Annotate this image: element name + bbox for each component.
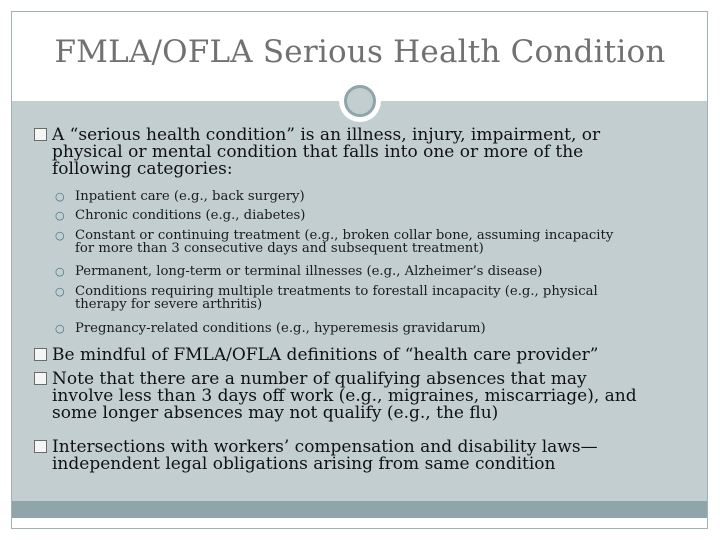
sub-bullet-item-1 <box>55 189 688 204</box>
sub-bullet-6-line-1: Pregnancy-related conditions (e.g., hyperemesis gravidarum) <box>75 321 486 336</box>
sub-bullet-4-line-1: Permanent, long-term or terminal illnesses (e.g., Alzheimer’s disease) <box>75 264 543 279</box>
sub-bullet-5-line-2: therapy for severe arthritis) <box>75 297 263 312</box>
bullet-item-4 <box>34 439 694 473</box>
sub-bullet-item-2 <box>55 208 688 223</box>
sub-bullet-5-line-1: Conditions requiring multiple treatments to forestall incapacity (e.g., physical <box>75 284 598 299</box>
square-bullet-icon <box>34 128 47 141</box>
bullet-3-line-3: some longer absences may not qualify (e.g., the flu) <box>52 403 499 423</box>
hollow-circle-bullet-icon: ○ <box>55 285 65 298</box>
sub-bullet-item-5 <box>55 284 688 312</box>
square-bullet-icon <box>34 440 47 453</box>
bullet-1-line-3: following categories: <box>52 159 233 179</box>
hollow-circle-bullet-icon: ○ <box>55 209 65 222</box>
square-bullet-icon <box>34 348 47 361</box>
bullet-item-1 <box>34 127 694 178</box>
hollow-circle-bullet-icon: ○ <box>55 322 65 335</box>
bullet-item-2 <box>34 347 694 364</box>
bullet-4-line-1: Intersections with workers’ compensation and disability laws— <box>52 437 598 457</box>
sub-bullet-item-4 <box>55 264 688 279</box>
bullet-2-line-1: Be mindful of FMLA/OFLA definitions of “health care provider” <box>52 345 599 365</box>
square-bullet-icon <box>34 372 47 385</box>
sub-bullet-item-3 <box>55 228 688 256</box>
bullet-4-line-2: independent legal obligations arising from same condition <box>52 454 556 474</box>
sub-bullet-2-line-1: Chronic conditions (e.g., diabetes) <box>75 208 306 223</box>
hollow-circle-bullet-icon: ○ <box>55 229 65 242</box>
sub-bullet-3-line-2: for more than 3 consecutive days and subsequent treatment) <box>75 241 484 256</box>
sub-bullet-item-6 <box>55 321 688 336</box>
sub-bullet-3-line-1: Constant or continuing treatment (e.g., broken collar bone, assuming incapacity <box>75 228 614 243</box>
page-title: FMLA/OFLA Serious Health Condition <box>54 34 666 70</box>
bullet-1-line-2: physical or mental condition that falls into one or more of the <box>52 142 584 162</box>
bullet-3-line-1: Note that there are a number of qualifying absences that may <box>52 369 587 389</box>
hollow-circle-bullet-icon: ○ <box>55 265 65 278</box>
sub-bullet-1-line-1: Inpatient care (e.g., back surgery) <box>75 189 305 204</box>
hollow-circle-bullet-icon: ○ <box>55 190 65 203</box>
bullet-1-line-1: A “serious health condition” is an illness, injury, impairment, or <box>52 125 601 145</box>
bullet-item-3 <box>34 371 694 422</box>
bullet-3-line-2: involve less than 3 days off work (e.g., migraines, miscarriage), and <box>52 386 637 406</box>
